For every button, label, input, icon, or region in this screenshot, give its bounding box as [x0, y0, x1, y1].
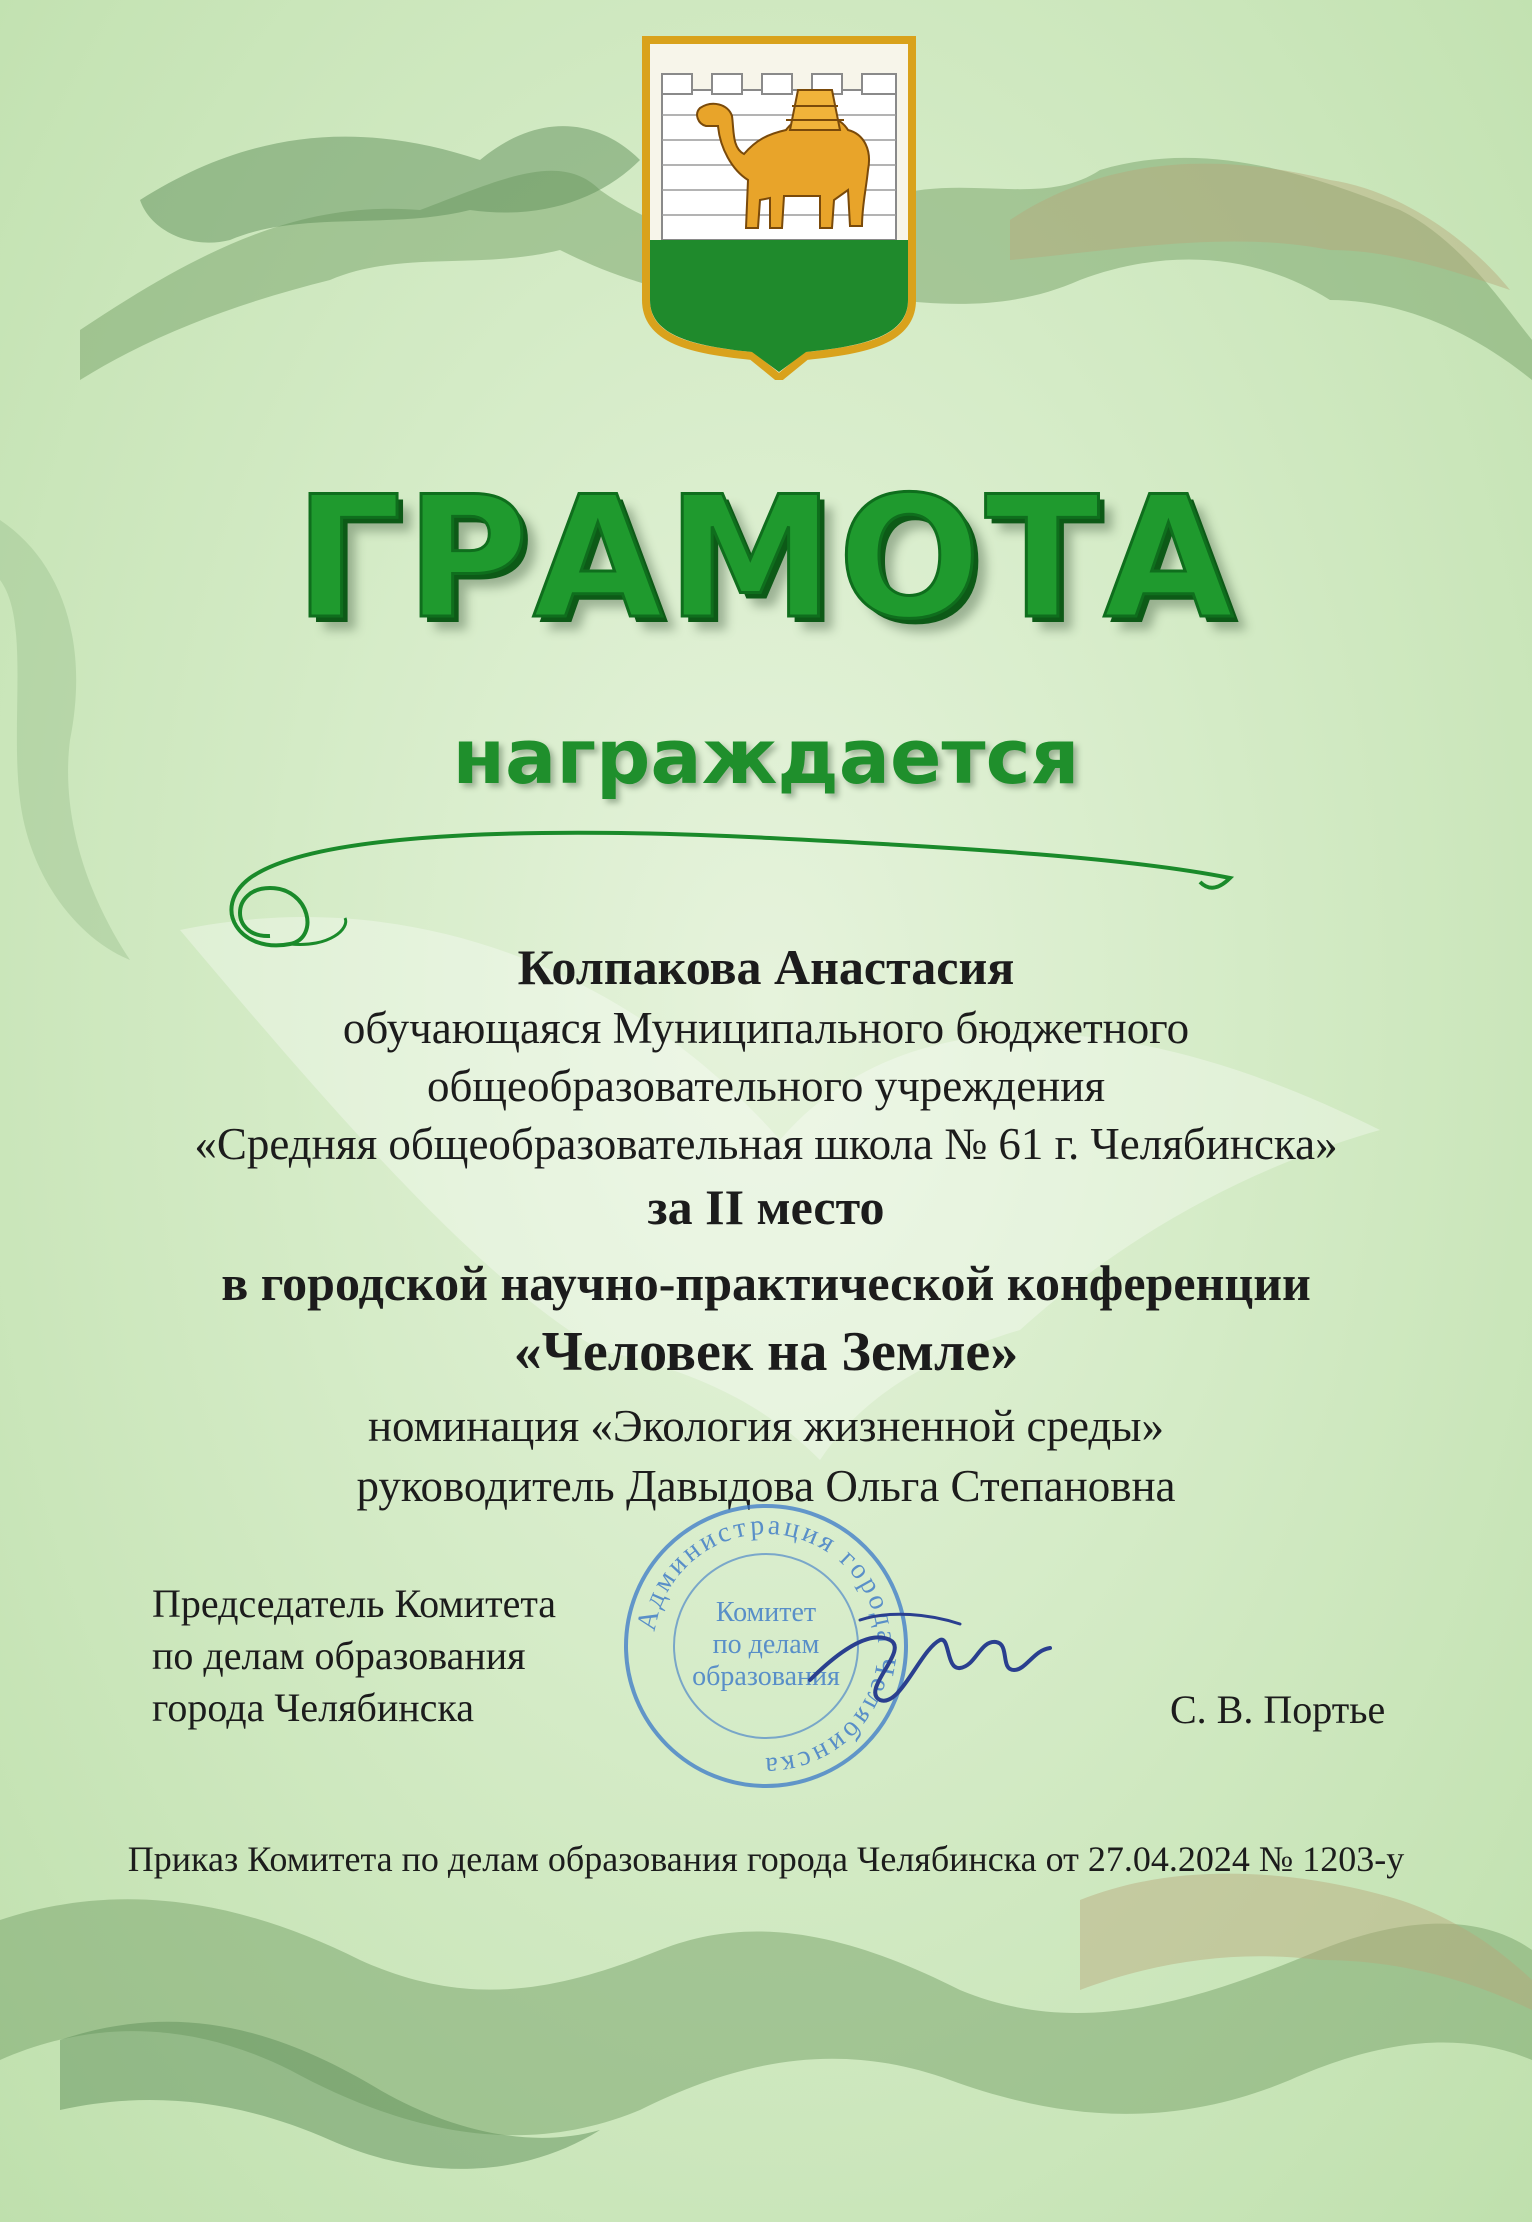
description-line-3: «Средняя общеобразовательная школа № 61 г. Челябинска»	[194, 1119, 1338, 1169]
signer-position	[152, 1578, 556, 1734]
signer-position-line-3: города Челябинска	[152, 1685, 474, 1730]
certificate-title: ГРАМОТА	[294, 460, 1238, 656]
supervisor-line: руководитель Давыдова Ольга Степановна	[356, 1461, 1176, 1511]
event-line: в городской научно-практической конференции	[221, 1255, 1311, 1311]
description-line-1: обучающаяся Муниципального бюджетного	[342, 1003, 1190, 1053]
stamp-center-line-3: образования	[692, 1661, 840, 1692]
handwritten-signature	[800, 1590, 1060, 1720]
stamp-ring-text: Администрация города Челябинска	[630, 1509, 903, 1783]
signer-position-line-1: Председатель Комитета	[152, 1581, 557, 1626]
stamp-center-line-1: Комитет	[715, 1597, 817, 1628]
stamp-center-line-2: по делам	[712, 1629, 820, 1660]
signer-position-line-2: по делам образования	[152, 1633, 526, 1678]
award-place: за II место	[647, 1179, 885, 1235]
coat-of-arms-icon	[636, 30, 922, 380]
recipient-name: Колпакова Анастасия	[517, 939, 1015, 995]
event-name: «Человек на Земле»	[513, 1321, 1019, 1383]
signer-name: С. В. Портье	[1170, 1687, 1386, 1732]
description-line-2: общеобразовательного учреждения	[426, 1061, 1106, 1111]
nomination-line: номинация «Экология жизненной среды»	[367, 1401, 1165, 1451]
awarded-subtitle: награждается	[452, 712, 1080, 801]
order-reference: Приказ Комитета по делам образования города Челябинска от 27.04.2024 № 1203-у	[127, 1839, 1405, 1879]
